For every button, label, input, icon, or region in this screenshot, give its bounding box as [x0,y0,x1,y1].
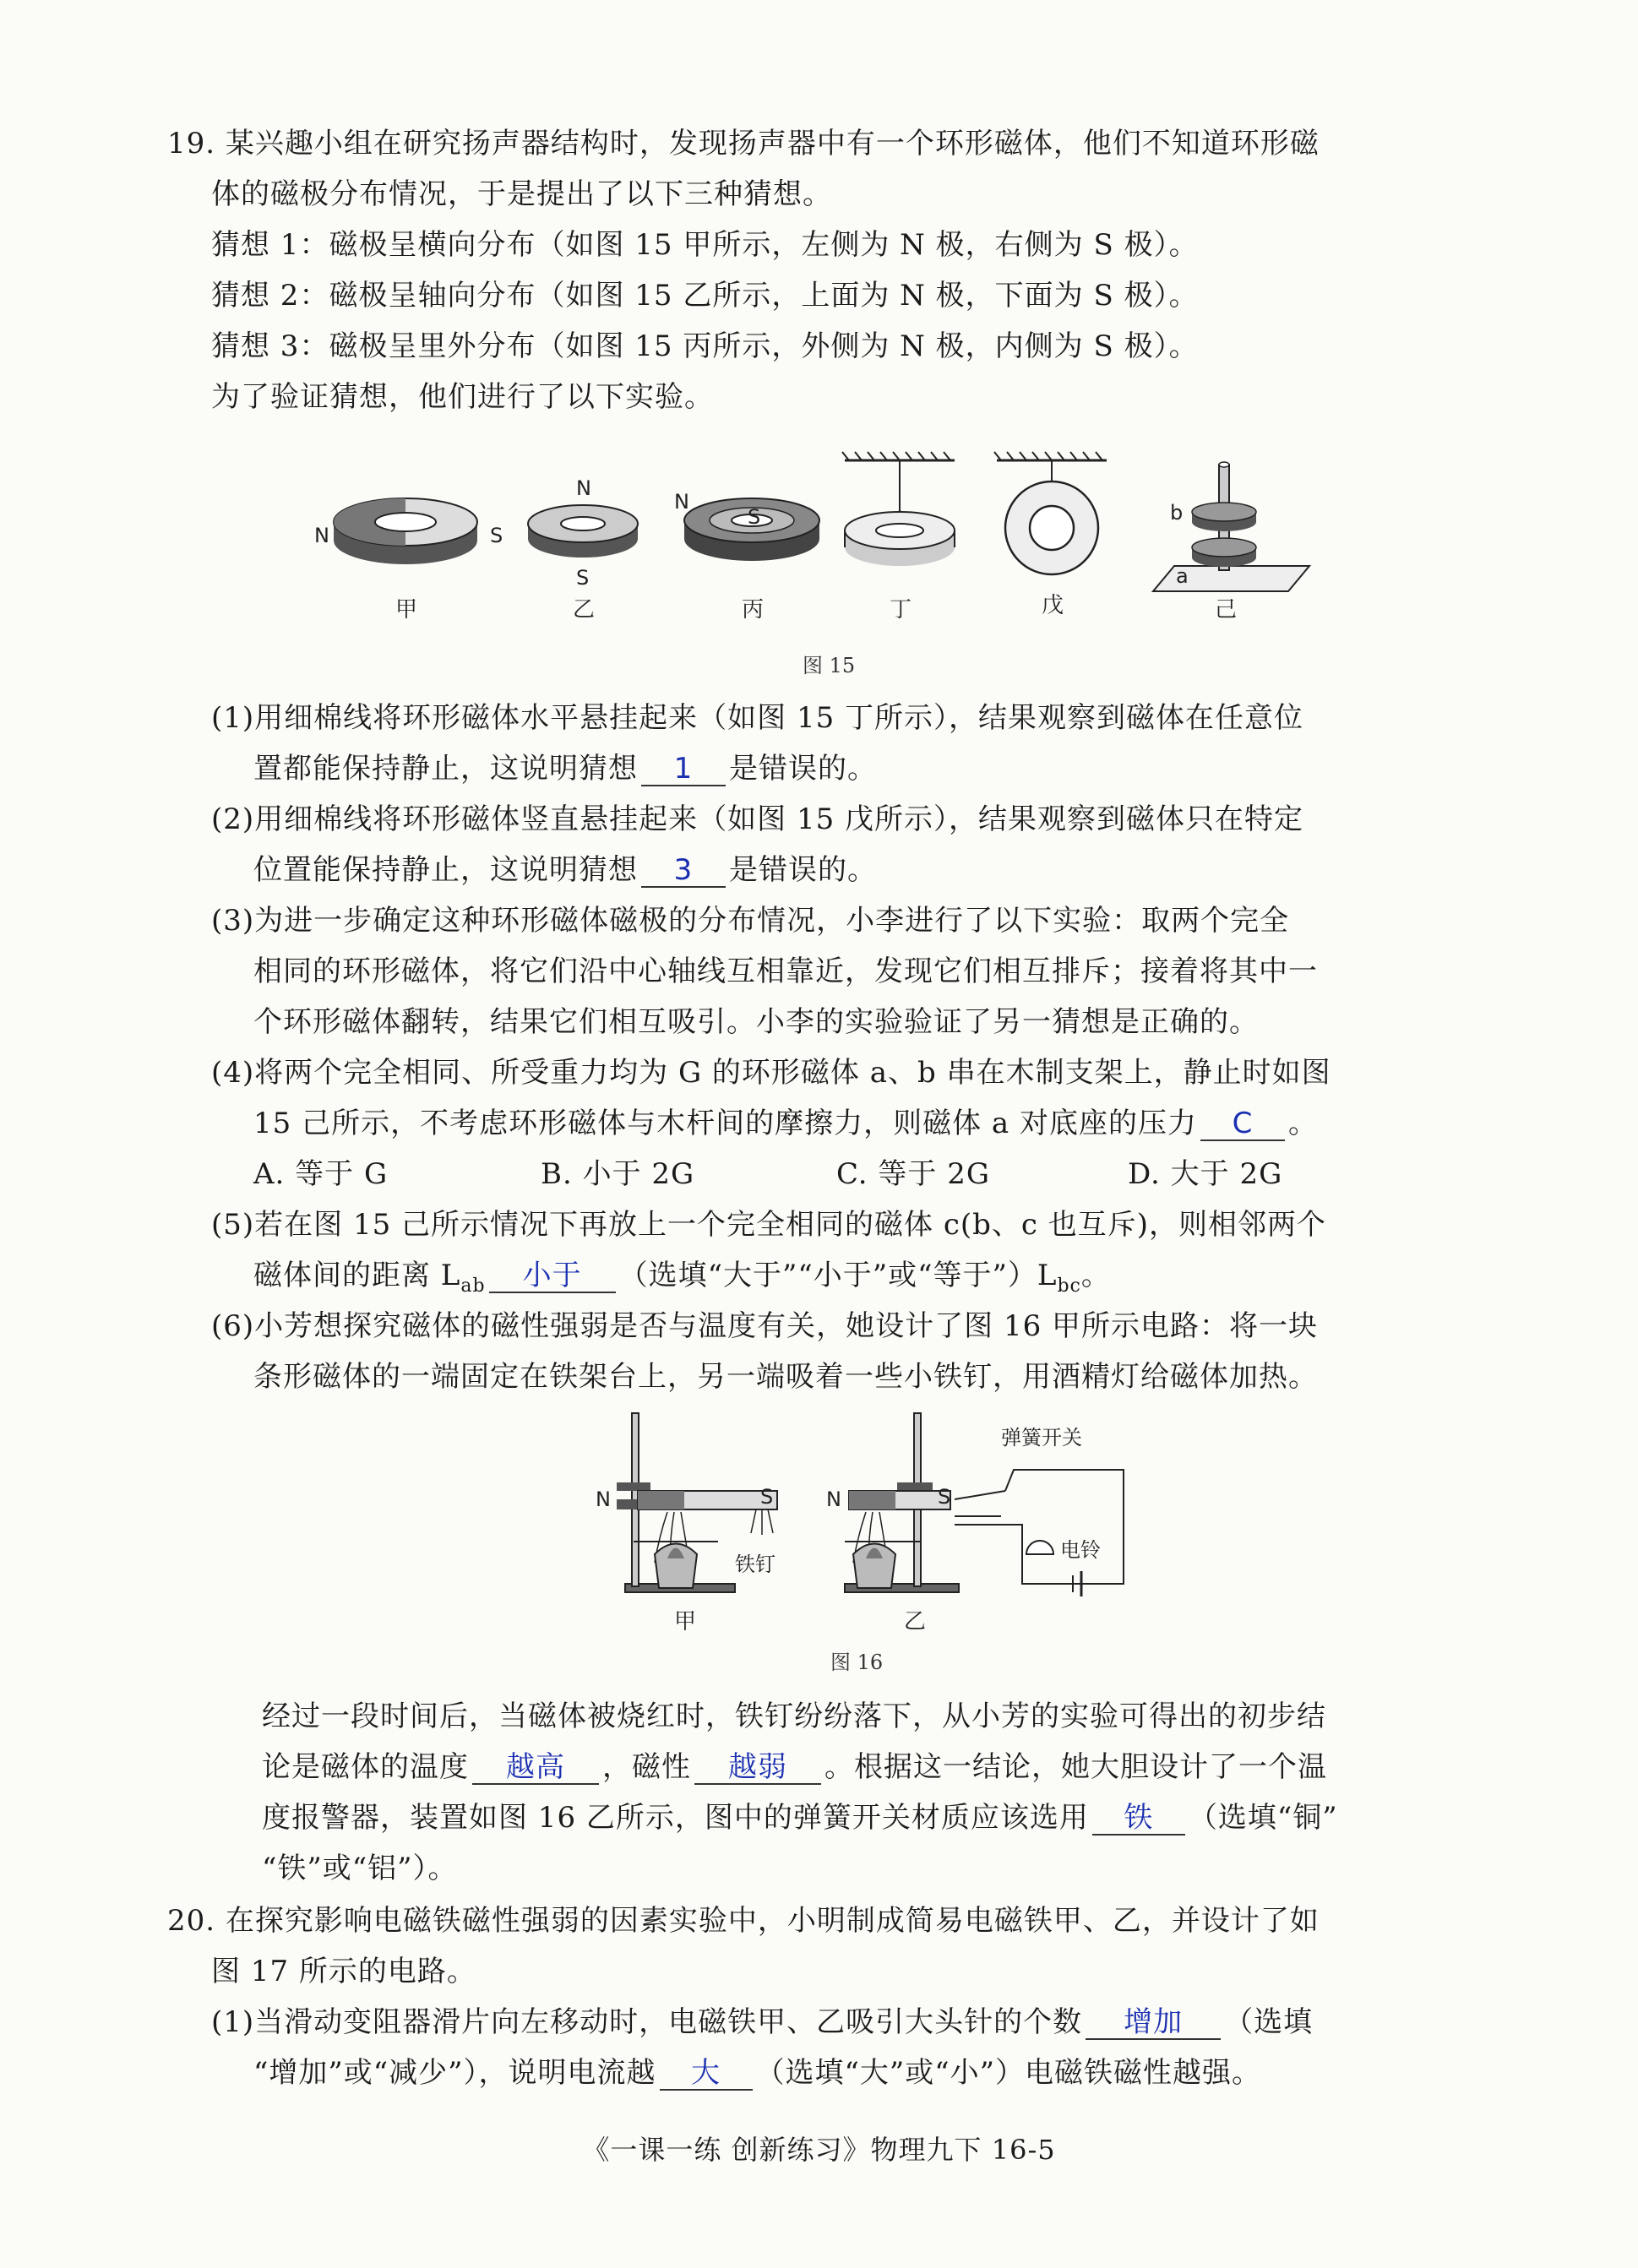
q19-verify: 为了验证猜想，他们进行了以下实验。 [211,380,714,414]
q19-p5-text-end: 。 [1080,1259,1111,1292]
fig15-jia-n: N [314,524,329,547]
q20-p1-answer-current[interactable]: 大 [660,2059,753,2091]
q19-p6-line4 [262,1750,1327,1785]
fig15-bing-n: N [674,490,689,514]
fig15-hanging-ding [842,452,955,623]
fig15-label-wu: 戊 [1042,593,1064,618]
q19-p3-line2: 相同的环形磁体，将它们沿中心轴线互相靠近，发现它们相互排斥；接着将其中一 [253,955,1318,988]
q19-p5-line2 [253,1259,1111,1303]
q19-p1-answer[interactable]: 1 [641,754,726,786]
q19-p2-answer[interactable]: 3 [641,856,726,888]
fig16-label-yi: 乙 [904,1609,927,1634]
q19-p6-text-c: 。根据这一结论，她大胆设计了一个温 [824,1750,1327,1784]
fig15-label-ji: 己 [1215,597,1238,623]
page-footer: 《一课一练 创新练习》物理九下 16-5 [582,2134,1056,2166]
q19-p2-line1: (2)用细棉线将环形磁体竖直悬挂起来（如图 15 戊所示），结果观察到磁体只在特定 [211,802,1304,836]
q19-p5-answer[interactable]: 小于 [489,1261,616,1293]
q19-p6-text-e: （选填“铜” [1188,1801,1338,1835]
q19-p6-answer-material[interactable]: 铁 [1092,1803,1185,1836]
q19-p6-line2: 条形磁体的一端固定在铁架台上，另一端吸着一些小铁钉，用酒精灯给磁体加热。 [253,1360,1318,1394]
q20-p1-text-d: （选填“大”或“小”）电磁铁磁性越强。 [755,2056,1262,2090]
q19-p6-line3: 经过一段时间后，当磁体被烧红时，铁钉纷纷落下，从小芳的实验可得出的初步结 [262,1700,1326,1733]
q20-p1-text-c: “增加”或“减少”），说明电流越 [253,2056,656,2090]
fig15-stand-ji [1153,462,1309,623]
fig16-spring-switch: 弹簧开关 [1001,1426,1082,1449]
fig15-bing-s: S [748,505,761,529]
q19-p6-answer-temperature[interactable]: 越高 [472,1753,599,1785]
q19-p6-line6: “铁”或“铝”）。 [262,1852,458,1885]
q19-p2-text-end: 是错误的。 [729,853,877,887]
fig15-label-ding: 丁 [890,597,912,623]
q19-p4-text: 15 己所示，不考虑环形磁体与木杆间的摩擦力，则磁体 a 对底座的压力 [253,1107,1197,1140]
q20-stem-line1: 20. 在探究影响电磁铁磁性强弱的因素实验中，小明制成简易电磁铁甲、乙，并设计了如 [167,1904,1320,1938]
figure-15-ring-magnets [314,439,1335,642]
q19-p1-text-end: 是错误的。 [729,752,877,786]
fig15-ring-jia [314,498,503,623]
q19-p5-sub-bc: bc [1057,1275,1081,1297]
fig16-tiedin: 铁钉 [735,1553,775,1576]
fig15-ring-bing [674,490,819,623]
q19-p1-text: 置都能保持静止，这说明猜想 [253,752,638,786]
q19-guess-2: 猜想 2：磁极呈轴向分布（如图 15 乙所示，上面为 N 极，下面为 S 极）。 [211,279,1199,313]
fig15-ji-b: b [1170,501,1184,525]
q19-guess-3: 猜想 3：磁极呈里外分布（如图 15 丙所示，外侧为 N 极，内侧为 S 极）。 [211,329,1199,363]
q19-p4-text-end: 。 [1287,1107,1318,1140]
fig15-hanging-wu [994,452,1107,618]
q19-p5-text: 磁体间的距离 L [253,1259,461,1292]
q19-p4-option-c: C. 等于 2G [836,1157,991,1191]
fig16-jia-s: S [760,1485,774,1509]
q19-p5-sub-ab: ab [460,1275,486,1297]
q19-p4-answer[interactable]: C [1200,1109,1285,1141]
q19-guess-1: 猜想 1：磁极呈横向分布（如图 15 甲所示，左侧为 N 极，右侧为 S 极）。 [211,228,1199,262]
q20-p1-line2 [253,2056,1261,2091]
q20-p1-line1 [211,2005,1313,2040]
figure-16-caption: 图 16 [830,1651,884,1674]
fig16-jia-n: N [596,1488,611,1511]
figure-15-caption: 图 15 [803,654,856,677]
fig15-label-yi: 乙 [573,597,596,623]
q19-p5-text-mid: （选填“大于”“小于”或“等于”）L [618,1259,1058,1292]
q19-p4-line1: (4)将两个完全相同、所受重力均为 G 的环形磁体 a、b 串在木制支架上，静止时如图 [211,1056,1331,1090]
q19-p4-option-d: D. 大于 2G [1128,1157,1283,1191]
q19-stem-line1: 19. 某兴趣小组在研究扬声器结构时，发现扬声器中有一个环形磁体，他们不知道环形磁 [167,127,1320,160]
q20-stem-line2: 图 17 所示的电路。 [211,1955,476,1988]
fig15-yi-s: S [576,566,590,590]
q19-p1-line1: (1)用细棉线将环形磁体水平悬挂起来（如图 15 丁所示），结果观察到磁体在任意位 [211,701,1304,735]
q19-p6-text-d: 度报警器，装置如图 16 乙所示，图中的弹簧开关材质应该选用 [262,1801,1089,1835]
fig15-yi-n: N [576,476,591,500]
q19-p6-text-b: ，磁性 [602,1750,691,1784]
q19-p6-text-a: 论是磁体的温度 [262,1750,469,1784]
fig15-ring-yi [528,476,638,623]
fig16-yi-n: N [826,1488,841,1511]
q19-p1-line2 [253,752,877,786]
fig15-ji-a: a [1176,564,1189,588]
fig15-jia-s: S [490,524,503,547]
fig16-setup-jia [596,1413,777,1634]
q19-p5-line1: (5)若在图 15 己所示情况下再放上一个完全相同的磁体 c(b、c 也互斥)，则相邻两个 [211,1208,1327,1242]
q20-p1-text-b: （选填 [1224,2005,1314,2039]
q19-p4-line2 [253,1107,1318,1141]
fig16-yi-s: S [938,1485,951,1509]
q19-p4-option-a: A. 等于 G [253,1157,389,1191]
fig16-bell: 电铃 [1060,1538,1101,1562]
figure-16-circuits [583,1406,1140,1639]
q19-p3-line3: 个环形磁体翻转，结果它们相互吸引。小李的实验验证了另一猜想是正确的。 [253,1005,1259,1039]
q19-p2-line2 [253,853,877,888]
q19-p4-option-b: B. 小于 2G [541,1157,695,1191]
fig16-setup-yi [826,1413,1124,1634]
q20-p1-text-a: (1)当滑动变阻器滑片向左移动时，电磁铁甲、乙吸引大头针的个数 [211,2005,1083,2039]
q19-p2-text: 位置能保持静止，这说明猜想 [253,853,638,887]
q19-p6-line5 [262,1801,1338,1836]
fig16-label-jia: 甲 [674,1609,697,1634]
q19-p3-line1: (3)为进一步确定这种环形磁体磁极的分布情况，小李进行了以下实验：取两个完全 [211,904,1290,938]
q19-p6-answer-magnetism[interactable]: 越弱 [694,1753,821,1785]
q20-p1-answer-count[interactable]: 增加 [1086,2008,1221,2040]
fig15-label-bing: 丙 [742,597,765,623]
q19-p6-line1: (6)小芳想探究磁体的磁性强弱是否与温度有关，她设计了图 16 甲所示电路：将一块 [211,1309,1319,1343]
fig15-label-jia: 甲 [395,597,418,623]
q19-stem-line2: 体的磁极分布情况，于是提出了以下三种猜想。 [211,177,832,211]
